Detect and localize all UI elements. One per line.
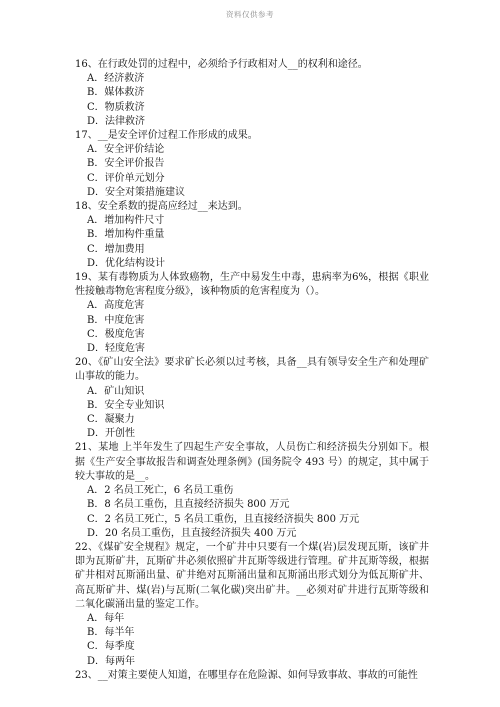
header-watermark: 资料仅供参考 xyxy=(226,10,274,19)
answer-option: D．每两年 xyxy=(87,655,136,667)
answer-option: C．2 名员工死亡，5 名员工重伤，且直接经济损失 800 万元 xyxy=(87,513,360,525)
answer-option: D．开创性 xyxy=(87,428,136,440)
answer-option: C．评价单元划分 xyxy=(87,172,165,184)
answer-option: D．20 名员工重伤，且直接经济损失 400 万元 xyxy=(87,527,297,539)
answer-option: A．高度危害 xyxy=(87,300,145,312)
question-text: 18、安全系数的提高应经过__来达到。 xyxy=(75,201,248,213)
question-text: 16、在行政处罚的过程中，必须给予行政相对人__的权利和途径。 xyxy=(75,59,368,70)
question-text: 20、《矿山安全法》要求矿长必须以过考核，具备__具有领导安全生产和处理矿山事故的能力。 xyxy=(75,357,429,383)
answer-option: D．安全对策措施建议 xyxy=(87,186,186,198)
answer-option: D．法律救济 xyxy=(87,115,146,127)
answer-option: D．优化结构设计 xyxy=(87,257,166,269)
answer-option: C．增加费用 xyxy=(87,243,145,255)
answer-option: A．每年 xyxy=(87,612,125,624)
answer-option: D．轻度危害 xyxy=(87,343,146,355)
question-text: 21、某地 上半年发生了四起生产安全事故，人员伤亡和经济损失分别如下。根据《生产安全事故报告和调查处理条例》(国务院令 493 号）的规定，其中属于较大事故的是__。 xyxy=(75,442,429,482)
answer-option: C．极度危害 xyxy=(87,328,145,340)
answer-option: C．凝聚力 xyxy=(87,414,135,426)
answer-option: B．每半年 xyxy=(87,627,135,639)
answer-option: A．2 名员工死亡，6 名员工重伤 xyxy=(87,485,234,497)
answer-option: A．经济救济 xyxy=(87,73,145,85)
answer-option: B．安全专业知识 xyxy=(87,399,165,411)
answer-option: B．安全评价报告 xyxy=(87,158,165,170)
question-text: 17、__是安全评价过程工作形成的成果。 xyxy=(75,130,258,142)
answer-option: B．增加构件重量 xyxy=(87,229,165,241)
answer-option: B．中度危害 xyxy=(87,314,145,326)
answer-option: B．媒体救济 xyxy=(87,87,145,99)
answer-option: A．增加构件尺寸 xyxy=(87,215,165,227)
answer-option: A．矿山知识 xyxy=(87,385,145,397)
answer-option: A．安全评价结论 xyxy=(87,144,165,156)
question-text: 23、__对策主要使人知道，在哪里存在危险源、如何导致事故、事故的可能性 xyxy=(75,669,418,681)
question-list xyxy=(75,58,429,683)
answer-option: B．8 名员工重伤，且直接经济损失 800 万元 xyxy=(87,499,290,511)
question-text: 22、《煤矿安全规程》规定，一个矿井中只要有一个煤(岩)层发现瓦斯，该矿井即为瓦斯矿井，瓦斯矿井必须依照矿井瓦斯等级进行管理。矿井瓦斯等级，根据矿井相对瓦斯涌出量、矿井绝对瓦斯涌出量和瓦斯涌出形式划分为低瓦斯矿井、高瓦斯矿井、煤(岩)与瓦斯(二氧化碳)突出矿井。__必须对矿井进行瓦斯等级和二氧化碳涌出量的鉴定工作。 xyxy=(75,541,429,610)
question-text: 19、某有毒物质为人体致癌物，生产中易发生中毒，患病率为6%，根据《职业性接触毒物危害程度分级》，该种物质的危害程度为（）。 xyxy=(75,272,429,298)
answer-option: C．每季度 xyxy=(87,641,135,653)
answer-option: C．物质救济 xyxy=(87,101,145,113)
